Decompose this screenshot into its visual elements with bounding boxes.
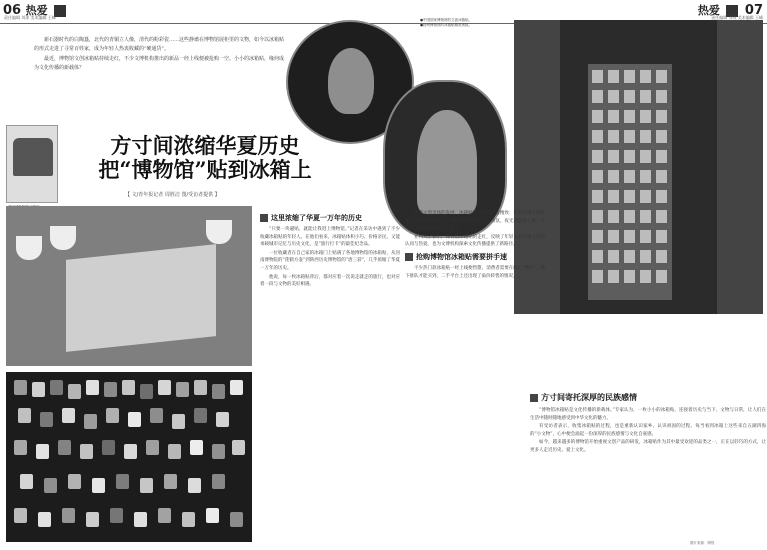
magnet-icon [104, 382, 117, 397]
section-marker-icon [530, 394, 538, 402]
magnet-icon [150, 408, 163, 423]
display-cabinet [588, 64, 672, 300]
magnet-icon [624, 150, 635, 163]
section-heading-1-text: 这里浓缩了华夏一万年的历史 [271, 213, 362, 222]
magnet-icon [624, 170, 635, 183]
magnet-icon [124, 444, 137, 459]
magnet-icon [102, 440, 115, 455]
magnet-icon [624, 110, 635, 123]
magnet-icon [212, 444, 225, 459]
magnet-icon [640, 150, 651, 163]
title-line-1: 方寸间浓缩华夏历史 [110, 133, 300, 158]
magnet-icon [608, 250, 619, 263]
magnet-icon [656, 230, 667, 243]
right-header-meta: 责任编辑 刘琼 美术编辑 王峰 [711, 15, 763, 20]
magnet-icon [212, 474, 225, 489]
magnet-icon [14, 380, 27, 395]
section-heading-3 [530, 392, 766, 403]
magnet-icon [188, 478, 201, 493]
article-column-3 [530, 392, 766, 456]
article-column-1 [260, 210, 400, 290]
cup-magnet-icon [50, 226, 76, 250]
magnet-icon [592, 70, 603, 83]
magnet-icon [656, 170, 667, 183]
magnet-icon [592, 110, 603, 123]
magnet-icon [608, 190, 619, 203]
magnet-icon [640, 250, 651, 263]
magnet-icon [656, 190, 667, 203]
section-heading-3-text: 方寸间寄托深厚的民族感情 [541, 392, 637, 402]
magnet-icon [80, 444, 93, 459]
paragraph: 有受访者表示，收集冰箱贴的过程，也是重新认识家乡、认识祖国的过程。每当看到冰箱上这些来自五湖四海的“小文物”，心中便会涌起一份深厚的民族感情与文化自豪感。 [530, 424, 766, 437]
magnet-icon [624, 130, 635, 143]
section-heading-2 [405, 252, 545, 262]
footer-note: 图片来源：网络 [690, 541, 715, 545]
magnet-icon [624, 190, 635, 203]
magnet-icon [86, 380, 99, 395]
magnet-icon [624, 70, 635, 83]
magnet-icon [624, 250, 635, 263]
magnet-icon [122, 380, 135, 395]
magnet-icon [608, 170, 619, 183]
magnet-icon [128, 412, 141, 427]
paragraph: “只要一块磁贴，就能让我逛上博物馆。”记者在采访中遇到了不少收藏冰箱贴的年轻人。在他们看来，冰箱贴体积小巧、价格亲民，又能承载城市记忆与历史文化，是“旅行打卡”的最佳纪念品。 [260, 227, 400, 248]
paragraph: 不少热门款冰箱贴一经上线便售罄，消费者需要在线上“蹲点”、线下排队才能买到，二手平台上还出现了溢价转售的情况。 [405, 265, 545, 279]
lead-paragraph [34, 36, 284, 74]
magnet-icon [164, 474, 177, 489]
magnet-icon [86, 512, 99, 527]
magnet-icon [158, 508, 171, 523]
magnet-icon [608, 210, 619, 223]
magnet-icon [608, 230, 619, 243]
magnet-icon [640, 110, 651, 123]
article-column-2 [405, 210, 545, 281]
magnet-icon [62, 508, 75, 523]
title-line-2: 把“博物馆”贴到冰箱上 [98, 157, 312, 182]
magnet-icon [212, 384, 225, 399]
right-column-name: 热爱 [697, 4, 720, 17]
magnet-icon [50, 380, 63, 395]
magnet-icon [36, 444, 49, 459]
magnet-icon [624, 230, 635, 243]
magnet-icon [656, 90, 667, 103]
left-page-num: 06 [3, 3, 22, 18]
magnet-icon [14, 508, 27, 523]
magnet-icon [230, 512, 243, 527]
door-right [717, 20, 763, 314]
magnet-icon [656, 70, 667, 83]
magnet-icon [190, 440, 203, 455]
magnet-icon [656, 250, 667, 263]
magnet-icon [146, 440, 159, 455]
magnet-icon [140, 478, 153, 493]
magnet-icon [656, 110, 667, 123]
magnet-icon [640, 270, 651, 283]
magnet-icon [168, 444, 181, 459]
magnet-icon [592, 270, 603, 283]
magnet-icon [608, 270, 619, 283]
magnet-icon [14, 440, 27, 455]
magnet-icon [592, 130, 603, 143]
crown-photo [6, 125, 58, 203]
magnet-icon [624, 270, 635, 283]
magnet-icon [68, 384, 81, 399]
magnet-icon [230, 380, 243, 395]
photo-caption-1: ●中国国家博物馆的文创冰箱贴。 [420, 18, 473, 22]
byline: 【 文/青年报记者 周胜洁 图/受访者提供 】 [125, 192, 220, 198]
magnet-icon [84, 414, 97, 429]
crown-artifact-icon [13, 138, 53, 176]
magnet-icon [656, 270, 667, 283]
magnet-icon [194, 380, 207, 395]
cup-magnet-icon [206, 220, 232, 244]
section-heading-1 [260, 213, 400, 223]
left-header-meta: 责任编辑 刘琼 美术编辑 王峰 [4, 15, 56, 20]
magnet-icon [68, 474, 81, 489]
magnet-icon [592, 150, 603, 163]
magnet-icon [640, 190, 651, 203]
magnet-icon [640, 210, 651, 223]
paragraph: 一位收藏者在自己家的冰箱门上贴满了各地博物馆的冰箱贴，从河南博物院的“莲鹤方壶”到陕西历史博物馆的“唐三彩”，几乎浓缩了华夏一万年的历史。 [260, 250, 400, 271]
magnet-icon [656, 150, 667, 163]
magnet-icon [182, 512, 195, 527]
book-icon [66, 244, 216, 352]
paragraph: 随着文创市场的发展，冰箱贴的设计也日益精致：有的采用立体浮雕工艺还原文物细节，有的加入可动机关、香氛、夜光等创意元素，让方寸之间的文物“活”了起来。 [405, 211, 545, 232]
magnet-icon [106, 408, 119, 423]
bronze-bird-icon [328, 48, 374, 114]
magnet-icon [18, 408, 31, 423]
magnet-icon [20, 474, 33, 489]
magnet-icon [110, 508, 123, 523]
magnet-icon [232, 440, 245, 455]
magnet-cabinet-photo [514, 20, 763, 314]
magnet-icon [194, 408, 207, 423]
right-page-num: 07 [744, 3, 763, 18]
magnet-icon [44, 478, 57, 493]
magnet-icon [32, 382, 45, 397]
magnet-icon [608, 150, 619, 163]
lead-text-2: 最近，博物馆文创冰箱贴持续走红，不少文博机构推出的新品一经上线便被抢购一空。小小的冰箱贴，缘何成为文化传播的新载体？ [34, 56, 285, 71]
left-column-name: 热爱 [25, 4, 48, 17]
photo-caption-2: ●扬州博物馆的冰箱贴精美别致。 [420, 23, 473, 27]
magnet-icon [172, 414, 185, 429]
magnet-icon [92, 478, 105, 493]
paragraph: 他说，每一枚冰箱贴背后，都对应着一次说走就走的旅行，也对应着一段与文物的美好相遇。 [260, 274, 400, 288]
magnet-icon [116, 474, 129, 489]
magnet-icon [592, 90, 603, 103]
magnet-icon [640, 130, 651, 143]
magnet-icon [58, 440, 71, 455]
magnet-icon [640, 170, 651, 183]
magnet-book-photo [6, 206, 252, 366]
section-marker-icon [405, 253, 413, 261]
magnet-icon [608, 130, 619, 143]
magnet-icon [640, 90, 651, 103]
magnet-icon [656, 210, 667, 223]
lead-text-1: 新石器时代的白陶簋，北代的青铜立人像，清代的粉彩瓷……这些静谧在博物馆展柜里的文物，如今以冰箱贴的形式走进了寻常百姓家，成为年轻人热衷收藏的“硬通货”。 [34, 37, 285, 52]
paragraph: 业内人士表示，博物馆冰箱贴的走红，反映了年轻人对传统文化的认同与热爱，也为文博机构探索文化传播提供了新路径。 [405, 234, 545, 248]
magnet-collection-photo [6, 372, 252, 542]
magnet-icon [38, 512, 51, 527]
magnet-icon [206, 508, 219, 523]
section-marker-icon [260, 214, 268, 222]
magnet-icon [640, 230, 651, 243]
magnet-icon [608, 90, 619, 103]
article-title [95, 134, 315, 182]
magnet-icon [40, 412, 53, 427]
magnet-icon [134, 512, 147, 527]
paragraph: “博物馆冰箱贴是文化传播的新载体。”专家认为，一枚小小的冰箱贴，连接着历史与当下、文物与日常，让人们在生活中随时随地感受到中华文化的魅力。 [530, 408, 766, 421]
magnet-icon [624, 90, 635, 103]
magnet-icon [608, 110, 619, 123]
magnet-icon [176, 382, 189, 397]
magnet-icon [624, 210, 635, 223]
magnet-icon [592, 230, 603, 243]
magnet-icon [608, 70, 619, 83]
magnet-icon [640, 70, 651, 83]
section-heading-2-text: 抢购博物馆冰箱贴需要拼手速 [416, 251, 507, 261]
paragraph: 如今，越来越多的博物馆开始重视文创产品的研发，冰箱贴作为其中最受欢迎的品类之一，正在以轻巧的方式，让更多人走近历史、爱上文化。 [530, 440, 766, 453]
magnet-icon [62, 408, 75, 423]
magnet-icon [158, 380, 171, 395]
magnet-icon [592, 190, 603, 203]
magnet-icon [140, 384, 153, 399]
magnet-icon [216, 412, 229, 427]
magnet-icon [656, 130, 667, 143]
magnet-icon [592, 210, 603, 223]
magnet-icon [592, 170, 603, 183]
goose-lamp-icon [417, 110, 477, 214]
magnet-icon [592, 250, 603, 263]
cup-magnet-icon [16, 236, 42, 260]
